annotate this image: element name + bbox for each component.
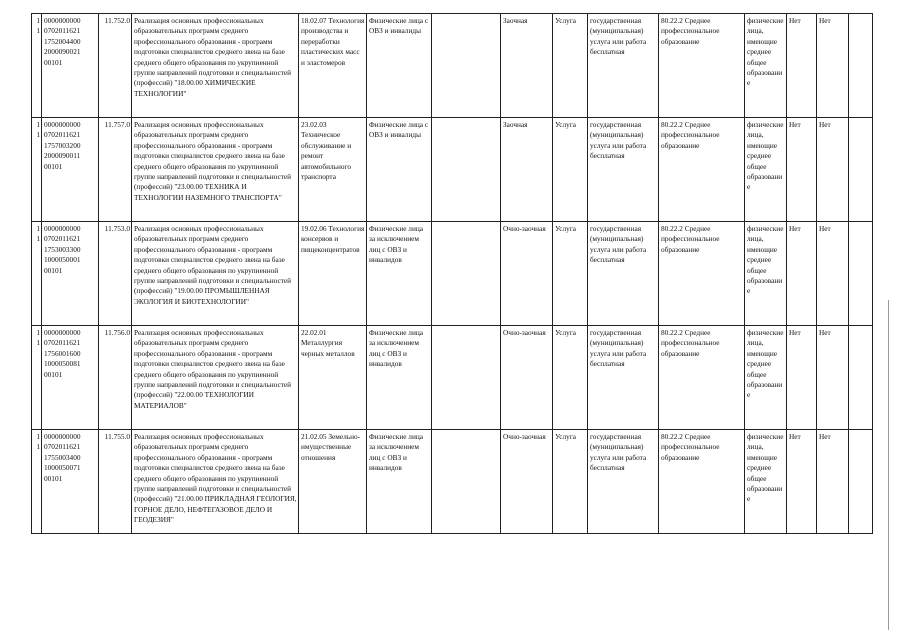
consumer-category-cell: Физические лица за исключением лиц с ОВЗ и инвалидов (367, 430, 432, 534)
consumers-cell: физические лица, имеющие среднее общее образование (745, 326, 787, 430)
education-form-cell: Очно-заочная (501, 430, 553, 534)
table-row (32, 118, 873, 222)
service-name-cell: Реализация основных профессиональных образовательных программ среднего профессионального образования - программ подготовки специалистов среднего звена на базе среднего общего образования по укрупненной группе направлений подготовки и специальностей (профессий) "18.00.00 ХИМИЧЕСКИЕ ТЕХНОЛОГИИ" (132, 14, 299, 118)
registry-code-cell: 0000000000 0702011621 1755003400 1000050071 00101 (42, 430, 99, 534)
payment-basis-cell: государственная (муниципальная) услуга или работа бесплатная (588, 430, 659, 534)
flag-cell: Нет (817, 14, 849, 118)
row-number-cell: 11 (32, 14, 42, 118)
registry-number-cell: 11.752.0 (99, 14, 132, 118)
empty-cell (849, 222, 873, 326)
consumer-category-cell: Физические лица с ОВЗ и инвалиды (367, 118, 432, 222)
service-name-cell: Реализация основных профессиональных образовательных программ среднего профессионального образования - программ подготовки специалистов среднего звена на базе среднего общего образования по укрупненной группе направлений подготовки и специальностей (профессий) "23.00.00 ТЕХНИКА И ТЕХНОЛОГИИ НАЗЕМНОГО ТРАНСПОРТА" (132, 118, 299, 222)
empty-cell (849, 430, 873, 534)
payment-basis-cell: государственная (муниципальная) услуга или работа бесплатная (588, 326, 659, 430)
empty-cell (432, 118, 501, 222)
education-form-cell: Очно-заочная (501, 326, 553, 430)
consumers-cell: физические лица, имеющие среднее общее образование (745, 118, 787, 222)
flag-cell: Нет (817, 326, 849, 430)
empty-cell (849, 118, 873, 222)
empty-cell (432, 326, 501, 430)
education-form-cell: Заочная (501, 118, 553, 222)
service-type-cell: Услуга (553, 326, 588, 430)
registry-code-cell: 0000000000 0702011621 1752004400 2000090021 00101 (42, 14, 99, 118)
registry-number-cell: 11.755.0 (99, 430, 132, 534)
payment-basis-cell: государственная (муниципальная) услуга или работа бесплатная (588, 118, 659, 222)
row-number-cell: 11 (32, 430, 42, 534)
row-number-cell: 11 (32, 326, 42, 430)
consumer-category-cell: Физические лица за исключением лиц с ОВЗ и инвалидов (367, 326, 432, 430)
service-type-cell: Услуга (553, 118, 588, 222)
flag-cell: Нет (787, 14, 817, 118)
empty-cell (432, 430, 501, 534)
consumer-category-cell: Физические лица с ОВЗ и инвалиды (367, 14, 432, 118)
specialty-cell: 23.02.03 Техническое обслуживание и ремонт автомобильного транспорта (299, 118, 367, 222)
services-register-table (31, 13, 873, 534)
service-type-cell: Услуга (553, 430, 588, 534)
payment-basis-cell: государственная (муниципальная) услуга или работа бесплатная (588, 14, 659, 118)
empty-cell (432, 222, 501, 326)
service-name-cell: Реализация основных профессиональных образовательных программ среднего профессионального образования - программ подготовки специалистов среднего звена на базе среднего общего образования по укрупненной группе направлений подготовки и специальностей (профессий) "19.00.00 ПРОМЫШЛЕННАЯ ЭКОЛОГИЯ И БИОТЕХНОЛОГИИ" (132, 222, 299, 326)
okved-cell: 80.22.2 Среднее профессиональное образование (659, 430, 745, 534)
specialty-cell: 18.02.07 Технология производства и переработки пластических масс и эластомеров (299, 14, 367, 118)
table-row (32, 326, 873, 430)
registry-number-cell: 11.753.0 (99, 222, 132, 326)
okved-cell: 80.22.2 Среднее профессиональное образование (659, 118, 745, 222)
service-name-cell: Реализация основных профессиональных образовательных программ среднего профессионального образования - программ подготовки специалистов среднего звена на базе среднего общего образования по укрупненной группе направлений подготовки и специальностей (профессий) "22.00.00 ТЕХНОЛОГИИ МАТЕРИАЛОВ" (132, 326, 299, 430)
education-form-cell: Заочная (501, 14, 553, 118)
row-number-cell: 11 (32, 222, 42, 326)
flag-cell: Нет (817, 222, 849, 326)
specialty-cell: 22.02.01 Металлургия черных металлов (299, 326, 367, 430)
specialty-cell: 21.02.05 Земельно-имущественные отношения (299, 430, 367, 534)
empty-cell (849, 326, 873, 430)
registry-code-cell: 0000000000 0702011621 1753003300 1000050001 00101 (42, 222, 99, 326)
payment-basis-cell: государственная (муниципальная) услуга или работа бесплатная (588, 222, 659, 326)
registry-number-cell: 11.756.0 (99, 326, 132, 430)
service-name-cell: Реализация основных профессиональных образовательных программ среднего профессионального образования - программ подготовки специалистов среднего звена на базе среднего общего образования по укрупненной группе направлений подготовки и специальностей (профессий) "21.00.00 ПРИКЛАДНАЯ ГЕОЛОГИЯ, ГОРНОЕ ДЕЛО, НЕФТЕГАЗОВОЕ ДЕЛО И ГЕОДЕЗИЯ" (132, 430, 299, 534)
flag-cell: Нет (817, 118, 849, 222)
okved-cell: 80.22.2 Среднее профессиональное образование (659, 14, 745, 118)
table-body (32, 14, 873, 534)
education-form-cell: Очно-заочная (501, 222, 553, 326)
okved-cell: 80.22.2 Среднее профессиональное образование (659, 222, 745, 326)
consumers-cell: физические лица, имеющие среднее общее образование (745, 14, 787, 118)
table-row (32, 430, 873, 534)
consumers-cell: физические лица, имеющие среднее общее образование (745, 430, 787, 534)
flag-cell: Нет (787, 430, 817, 534)
empty-cell (432, 14, 501, 118)
consumer-category-cell: Физические лица за исключением лиц с ОВЗ и инвалидов (367, 222, 432, 326)
flag-cell: Нет (787, 222, 817, 326)
service-type-cell: Услуга (553, 222, 588, 326)
page-margin-line (888, 300, 889, 630)
empty-cell (849, 14, 873, 118)
row-number-cell: 11 (32, 118, 42, 222)
okved-cell: 80.22.2 Среднее профессиональное образование (659, 326, 745, 430)
specialty-cell: 19.02.06 Технология консервов и пищеконцентратов (299, 222, 367, 326)
consumers-cell: физические лица, имеющие среднее общее образование (745, 222, 787, 326)
registry-code-cell: 0000000000 0702011621 1756001600 1000050081 00101 (42, 326, 99, 430)
table-row (32, 14, 873, 118)
flag-cell: Нет (817, 430, 849, 534)
flag-cell: Нет (787, 118, 817, 222)
registry-code-cell: 0000000000 0702011621 1757003200 2000090011 00101 (42, 118, 99, 222)
table-row (32, 222, 873, 326)
service-type-cell: Услуга (553, 14, 588, 118)
flag-cell: Нет (787, 326, 817, 430)
registry-number-cell: 11.757.0 (99, 118, 132, 222)
